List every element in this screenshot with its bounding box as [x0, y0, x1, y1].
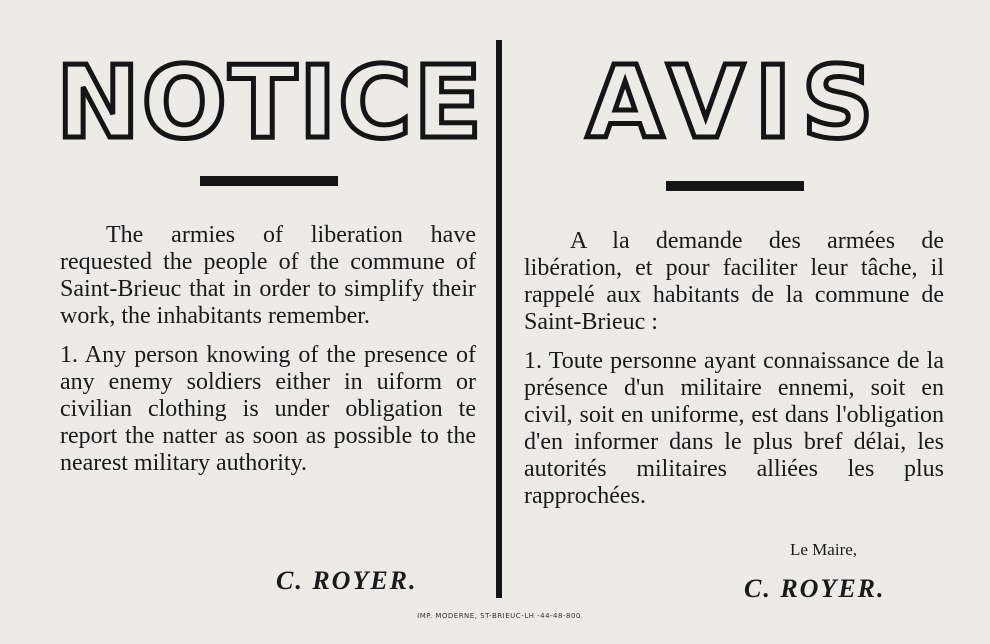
french-signature: C. ROYER. — [744, 574, 886, 603]
mayor-title: Le Maire, — [790, 540, 858, 559]
notice-headline: NOTICE — [56, 44, 484, 161]
french-text-column — [524, 228, 944, 510]
english-text-column — [60, 222, 476, 477]
avis-headline: AVIS — [586, 44, 884, 161]
english-signature: C. ROYER. — [276, 566, 418, 595]
center-divider — [496, 40, 502, 598]
avis-underline — [666, 181, 804, 191]
english-intro-paragraph: The armies of liberation have requested the people of the commune of Saint-Brieuc that in order to simplify their work, the inhabitants remember. — [60, 222, 476, 329]
french-intro-paragraph: A la demande des armées de libération, et pour faciliter leur tâche, il rappelé aux habitants de la commune de Saint-Brieuc : — [524, 228, 944, 335]
english-point-1: 1. Any person knowing of the presence of any enemy soldiers either in uiform or civilian clothing is under obligation te report the natter as soon as possible to the nearest military authority. — [60, 342, 476, 476]
printer-imprint: IMP. MODERNE, ST-BRIEUC-LH -44-48-800 — [417, 612, 581, 620]
notice-underline — [200, 176, 338, 186]
french-point-1: 1. Toute personne ayant connaissance de la présence d'un militaire ennemi, soit en civil, soit en uniforme, est dans l'obligation d'en informer dans le plus bref délai, les autorités militaires alliées les plus rapprochées. — [524, 348, 944, 509]
